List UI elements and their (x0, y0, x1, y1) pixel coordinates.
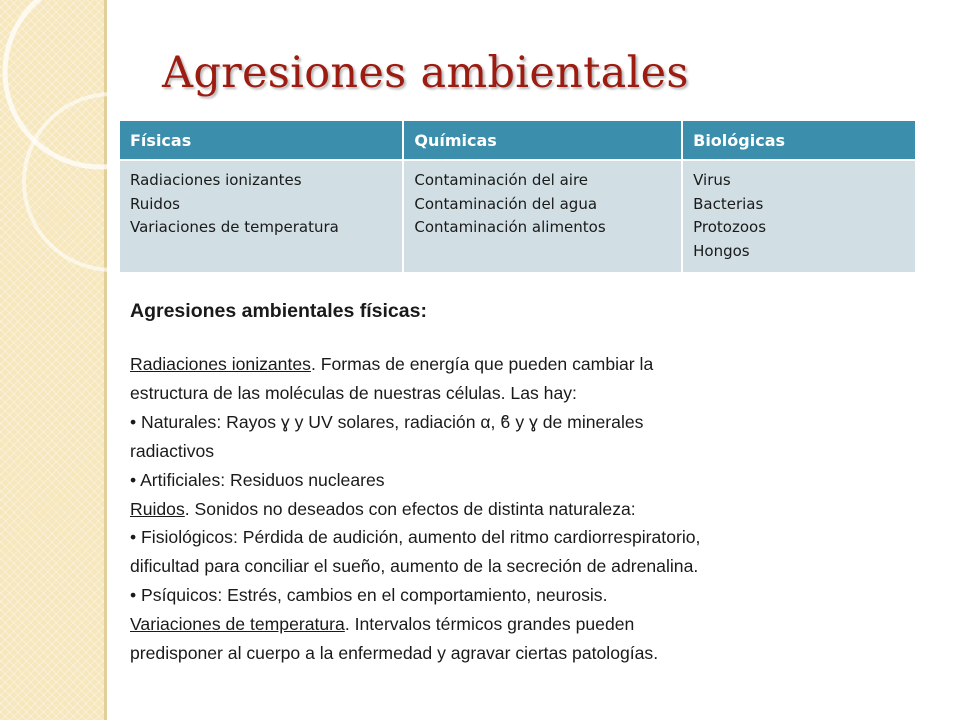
paragraph-line (130, 350, 920, 379)
list-item: Contaminación del aire (414, 171, 589, 189)
table-row (120, 160, 915, 272)
list-item: Bacterias (693, 194, 764, 213)
paragraph-line (130, 495, 920, 524)
section-heading: Agresiones ambientales físicas: (130, 300, 427, 322)
list-item: Variaciones de temperatura (130, 218, 339, 236)
term-radiaciones: Radiaciones ionizantes (130, 354, 311, 374)
list-item: Hongos (693, 241, 750, 260)
text-span: . Intervalos térmicos grandes pueden (344, 614, 635, 635)
bullet-line: • Psíquicos: Estrés, cambios en el comportamiento, neurosis. (130, 585, 608, 606)
header-fisicas: Físicas (120, 121, 403, 160)
list-item: Radiaciones ionizantes (130, 171, 302, 189)
list-item: Protozoos (693, 218, 767, 236)
content-body (130, 296, 920, 668)
list-item: Ruidos (130, 194, 180, 213)
bullet-line-continued: dificultad para conciliar el sueño, aumento de la secreción de adrenalina. (130, 556, 699, 577)
bullet-line-continued: radiactivos (130, 440, 215, 461)
cell-biologicas (682, 160, 915, 272)
term-temperatura: Variaciones de temperatura (130, 614, 345, 635)
bullet-line: • Artificiales: Residuos nucleares (130, 469, 385, 490)
cell-quimicas (403, 160, 682, 272)
term-ruidos: Ruidos (130, 498, 185, 519)
paragraph-line: estructura de las moléculas de nuestras células. Las hay: (130, 382, 577, 403)
bullet-line: • Naturales: Rayos ɣ y UV solares, radiación α, ϐ y ɣ de minerales (130, 411, 644, 432)
table-header-row (120, 121, 915, 160)
list-item: Contaminación del agua (414, 194, 598, 213)
paragraph-line (130, 610, 920, 639)
cell-fisicas (120, 160, 403, 272)
text-span: . Formas de energía que pueden cambiar la (310, 354, 654, 374)
header-quimicas: Químicas (403, 121, 682, 160)
header-biologicas: Biológicas (682, 121, 915, 160)
text-span: . Sonidos no deseados con efectos de distinta naturaleza: (184, 498, 636, 519)
list-item: Contaminación alimentos (414, 218, 606, 236)
agents-table (120, 121, 915, 272)
paragraph-line: predisponer al cuerpo a la enfermedad y agravar ciertas patologías. (130, 643, 659, 664)
list-item: Virus (693, 171, 731, 189)
slide-title: Agresiones ambientales (162, 48, 689, 98)
bullet-line: • Fisiológicos: Pérdida de audición, aumento del ritmo cardiorrespiratorio, (130, 527, 701, 548)
